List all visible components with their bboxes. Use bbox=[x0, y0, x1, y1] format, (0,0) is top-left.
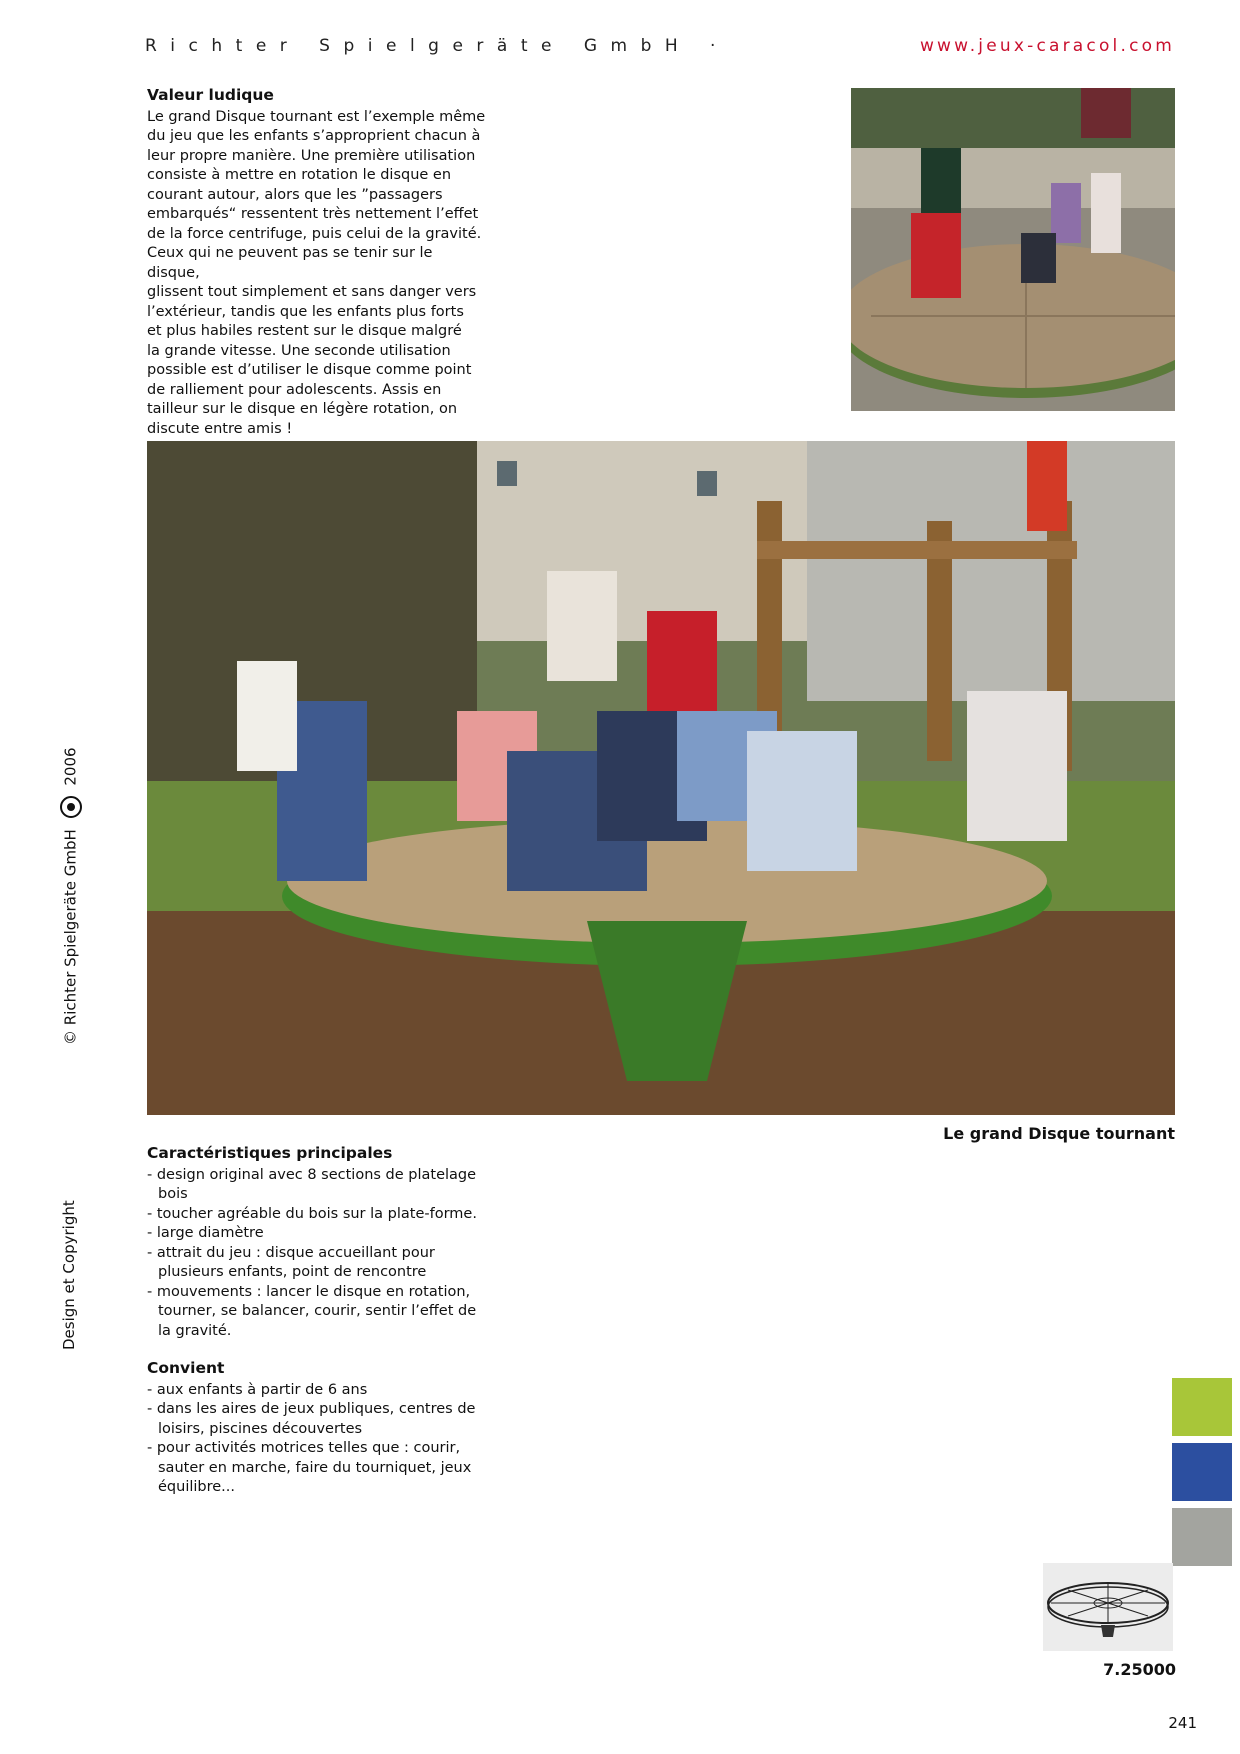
turntable-drawing-icon bbox=[1043, 1563, 1173, 1651]
copyright-text: © Richter Spielgeräte GmbH bbox=[61, 829, 80, 1045]
copyright-line bbox=[60, 747, 82, 1045]
small-photo bbox=[851, 88, 1175, 411]
list-item: - mouvements : lancer le disque en rotation, tourner, se balancer, courir, sentir l’effet de la gravité. bbox=[147, 1283, 477, 1342]
play-value-line: embarqués“ ressentent très nettement l’effet bbox=[147, 206, 479, 222]
features-heading: Caractéristiques principales bbox=[147, 1144, 393, 1162]
copyright-year: 2006 bbox=[61, 747, 80, 786]
play-value-heading: Valeur ludique bbox=[147, 86, 274, 104]
play-value-line: courant autour, alors que les ”passagers bbox=[147, 186, 443, 203]
play-value-line: Le grand Disque tournant est l’exemple même bbox=[147, 108, 486, 125]
richter-snail-logo-icon bbox=[60, 796, 82, 818]
list-item: - pour activités motrices telles que : courir, sauter en marche, faire du tourniquet, jeux équilibre... bbox=[147, 1439, 477, 1498]
product-drawing bbox=[1043, 1563, 1173, 1651]
features-list bbox=[147, 1166, 477, 1342]
play-value-line: leur propre manière. Une première utilisation bbox=[147, 147, 476, 164]
play-value-line: glissent tout simplement et sans danger vers bbox=[147, 284, 477, 300]
play-value-line: tailleur sur le disque en légère rotation, on bbox=[147, 401, 458, 417]
category-tab-gray bbox=[1172, 1508, 1232, 1566]
play-value-line: la grande vitesse. Une seconde utilisation bbox=[147, 342, 451, 359]
list-item: - large diamètre bbox=[147, 1224, 477, 1244]
photo-caption: Le grand Disque tournant bbox=[943, 1124, 1175, 1143]
list-item: - attrait du jeu : disque accueillant pour plusieurs enfants, point de rencontre bbox=[147, 1244, 477, 1283]
product-code: 7.25000 bbox=[1103, 1660, 1176, 1679]
brand-name: Richter Spielgeräte GmbH · bbox=[145, 36, 729, 56]
suitable-list bbox=[147, 1381, 477, 1498]
suitable-heading: Convient bbox=[147, 1359, 225, 1377]
list-item: - aux enfants à partir de 6 ans bbox=[147, 1381, 477, 1401]
play-value-line: du jeu que les enfants s’approprient chacun à bbox=[147, 128, 481, 144]
design-copyright-label: Design et Copyright bbox=[60, 1200, 78, 1350]
page-header bbox=[145, 36, 1175, 66]
page-number: 241 bbox=[1168, 1714, 1197, 1732]
play-value-line: Ceux qui ne peuvent pas se tenir sur le disque, bbox=[147, 245, 433, 281]
play-value-line: discute entre amis ! bbox=[147, 420, 293, 437]
play-value-line: l’extérieur, tandis que les enfants plus forts bbox=[147, 303, 464, 320]
play-value-line: consiste à mettre en rotation le disque en bbox=[147, 167, 452, 183]
play-value-text bbox=[147, 108, 487, 440]
play-value-section bbox=[147, 86, 487, 439]
play-value-line: de ralliement pour adolescents. Assis en bbox=[147, 381, 442, 398]
play-value-line: de la force centrifuge, puis celui de la gravité. bbox=[147, 225, 482, 242]
main-photo bbox=[147, 441, 1175, 1115]
features-section bbox=[147, 1144, 477, 1341]
list-item: - toucher agréable du bois sur la plate-forme. bbox=[147, 1205, 477, 1225]
list-item: - design original avec 8 sections de platelage bois bbox=[147, 1166, 477, 1205]
suitable-section bbox=[147, 1359, 477, 1498]
category-tab-blue bbox=[1172, 1443, 1232, 1501]
play-value-line: possible est d’utiliser le disque comme point bbox=[147, 362, 472, 378]
website-link[interactable]: www.jeux-caracol.com bbox=[919, 36, 1175, 56]
category-tab-green bbox=[1172, 1378, 1232, 1436]
play-value-line: et plus habiles restent sur le disque malgré bbox=[147, 323, 462, 339]
list-item: - dans les aires de jeux publiques, centres de loisirs, piscines découvertes bbox=[147, 1400, 477, 1439]
